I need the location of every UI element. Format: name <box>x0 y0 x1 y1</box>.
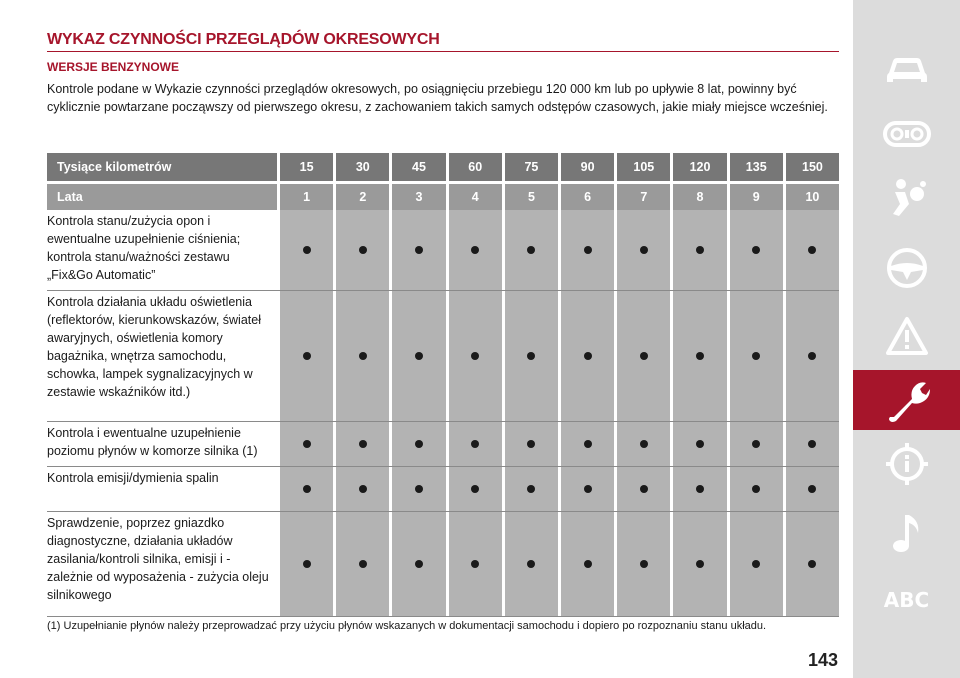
check-cell <box>617 422 670 466</box>
check-cell <box>617 512 670 616</box>
check-cell <box>673 291 726 421</box>
car-icon <box>883 53 931 87</box>
check-cell <box>786 291 839 421</box>
check-cell <box>730 512 783 616</box>
sidebar-item-car[interactable] <box>853 42 960 98</box>
check-dot <box>752 485 760 493</box>
sidebar-item-emergency[interactable] <box>853 308 960 364</box>
check-dot <box>640 440 648 448</box>
check-cell <box>505 291 558 421</box>
index-label: ABC <box>883 588 930 612</box>
check-cell <box>786 512 839 616</box>
check-cell <box>505 467 558 511</box>
check-dot <box>752 560 760 568</box>
check-cell <box>280 512 333 616</box>
check-cell <box>392 512 445 616</box>
header-year-cell: 3 <box>392 184 445 210</box>
check-dot <box>359 560 367 568</box>
check-cell <box>617 291 670 421</box>
check-dot <box>640 246 648 254</box>
check-dot <box>696 246 704 254</box>
check-dot <box>584 352 592 360</box>
check-cell <box>505 210 558 290</box>
header-year-cell: 2 <box>336 184 389 210</box>
header-km-cell: 60 <box>449 153 502 181</box>
table-row <box>47 210 839 291</box>
check-cell <box>336 467 389 511</box>
check-cell <box>617 210 670 290</box>
page-number: 143 <box>808 650 839 670</box>
check-dot <box>303 485 311 493</box>
check-dot <box>696 485 704 493</box>
table-row <box>47 467 839 512</box>
check-cell <box>617 467 670 511</box>
row-label: Kontrola emisji/dymienia spalin <box>47 471 219 485</box>
check-cell <box>505 512 558 616</box>
check-cell <box>336 512 389 616</box>
header-km-cell: 135 <box>730 153 783 181</box>
check-cell <box>561 210 614 290</box>
check-cell <box>392 210 445 290</box>
table-header-years <box>47 184 839 210</box>
table-row <box>47 512 839 617</box>
check-cell <box>280 210 333 290</box>
music-note-icon <box>890 511 924 555</box>
check-dot <box>471 440 479 448</box>
header-year-cell: 1 <box>280 184 333 210</box>
row-label: Kontrola działania układu oświetlenia (reflektorów, kierunkowskazów, świateł awaryjnych, oświetlenia komory bagażnika, wnętrza samochodu, schowka, lampek sygnalizacyjnych w zestawie wskaźników itd.) <box>47 295 261 399</box>
header-km-label: Tysiące kilometrów <box>47 153 277 181</box>
check-dot <box>752 246 760 254</box>
check-cell <box>449 291 502 421</box>
check-cell <box>673 422 726 466</box>
check-dot <box>527 560 535 568</box>
check-cell <box>673 467 726 511</box>
sidebar-item-multimedia[interactable] <box>853 505 960 561</box>
check-dot <box>303 246 311 254</box>
footnote: (1) Uzupełnianie płynów należy przeprowadzać przy użyciu płynów wskazanych w dokumentacji samochodu i dopiero po rozpoznaniu stanu układu. <box>47 620 767 632</box>
airbag-passenger-icon <box>885 176 929 220</box>
check-cell <box>392 291 445 421</box>
section-subtitle: WERSJE BENZYNOWE <box>47 60 180 74</box>
check-cell <box>561 422 614 466</box>
check-dot <box>415 440 423 448</box>
header-km-cell: 45 <box>392 153 445 181</box>
table-header-km <box>47 153 839 181</box>
check-cell <box>786 422 839 466</box>
sidebar-item-index[interactable] <box>853 572 960 628</box>
check-dot <box>584 440 592 448</box>
check-cell <box>392 422 445 466</box>
check-dot <box>471 246 479 254</box>
check-dot <box>640 485 648 493</box>
header-km-cell: 120 <box>673 153 726 181</box>
check-cell <box>280 467 333 511</box>
header-km-cell: 15 <box>280 153 333 181</box>
sidebar-item-technical-data[interactable] <box>853 436 960 492</box>
check-dot <box>527 246 535 254</box>
header-year-cell: 8 <box>673 184 726 210</box>
sidebar-item-safety[interactable] <box>853 170 960 226</box>
check-dot <box>808 485 816 493</box>
check-dot <box>808 560 816 568</box>
check-dot <box>808 440 816 448</box>
header-km-cell: 150 <box>786 153 839 181</box>
check-dot <box>303 352 311 360</box>
sidebar-item-maintenance[interactable] <box>853 370 960 430</box>
check-dot <box>415 485 423 493</box>
check-dot <box>640 560 648 568</box>
check-cell <box>336 291 389 421</box>
check-dot <box>752 352 760 360</box>
check-dot <box>584 485 592 493</box>
check-dot <box>359 485 367 493</box>
wrench-icon <box>884 377 930 423</box>
row-label: Kontrola i ewentualne uzupełnienie poziomu płynów w komorze silnika (1) <box>47 426 258 458</box>
check-dot <box>303 560 311 568</box>
maintenance-table <box>47 153 839 617</box>
check-dot <box>359 246 367 254</box>
dashboard-gauges-icon <box>882 119 932 149</box>
check-dot <box>808 352 816 360</box>
check-cell <box>673 512 726 616</box>
check-cell <box>449 467 502 511</box>
table-row <box>47 422 839 467</box>
check-dot <box>471 560 479 568</box>
check-cell <box>673 210 726 290</box>
check-cell <box>561 291 614 421</box>
check-dot <box>640 352 648 360</box>
header-year-cell: 10 <box>786 184 839 210</box>
check-dot <box>584 246 592 254</box>
header-year-cell: 9 <box>730 184 783 210</box>
check-cell <box>786 210 839 290</box>
check-dot <box>696 560 704 568</box>
row-label: Kontrola stanu/zużycia opon i ewentualne uzupełnienie ciśnienia; kontrola stanu/ważności zestawu „Fix&Go Automatic” <box>47 214 241 282</box>
check-cell <box>730 210 783 290</box>
check-dot <box>527 440 535 448</box>
check-dot <box>471 485 479 493</box>
check-dot <box>584 560 592 568</box>
intro-paragraph: Kontrole podane w Wykazie czynności przeglądów okresowych, po osiągnięciu przebiegu 120 000 km lub po upływie 8 lat, powinny być cyklicznie powtarzane począwszy od pierwszego okresu, z zachowaniem takich samych odstępów czasowych, jakie miały miejsce wcześniej. <box>47 82 828 114</box>
check-dot <box>752 440 760 448</box>
check-cell <box>392 467 445 511</box>
check-cell <box>561 467 614 511</box>
check-dot <box>808 246 816 254</box>
check-dot <box>359 440 367 448</box>
header-year-cell: 7 <box>617 184 670 210</box>
table-body <box>47 210 839 617</box>
warning-triangle-icon <box>885 316 929 356</box>
check-dot <box>303 440 311 448</box>
header-km-cell: 75 <box>505 153 558 181</box>
row-label: Sprawdzenie, poprzez gniazdko diagnostyczne, działania układów zasilania/kontroli silnika, emisji i - zależnie od wyposażenia - zużycia oleju silnikowego <box>47 516 269 602</box>
table-row <box>47 291 839 422</box>
sidebar-item-driving[interactable] <box>853 240 960 296</box>
check-cell <box>280 291 333 421</box>
check-dot <box>415 352 423 360</box>
header-km-cell: 105 <box>617 153 670 181</box>
check-cell <box>336 422 389 466</box>
page-title: WYKAZ CZYNNOŚCI PRZEGLĄDÓW OKRESOWYCH <box>47 31 839 52</box>
check-dot <box>527 485 535 493</box>
check-cell <box>561 512 614 616</box>
info-gear-icon <box>885 442 929 486</box>
check-cell <box>730 422 783 466</box>
check-dot <box>415 560 423 568</box>
header-year-cell: 4 <box>449 184 502 210</box>
header-km-cell: 90 <box>561 153 614 181</box>
header-km-cell: 30 <box>336 153 389 181</box>
check-cell <box>730 467 783 511</box>
steering-wheel-icon <box>885 246 929 290</box>
header-year-cell: 5 <box>505 184 558 210</box>
check-cell <box>449 210 502 290</box>
sidebar-item-dashboard[interactable] <box>853 106 960 162</box>
check-cell <box>280 422 333 466</box>
check-cell <box>336 210 389 290</box>
chapter-sidebar <box>853 0 960 678</box>
check-cell <box>730 291 783 421</box>
check-cell <box>449 422 502 466</box>
check-dot <box>696 440 704 448</box>
check-dot <box>471 352 479 360</box>
check-cell <box>449 512 502 616</box>
check-dot <box>527 352 535 360</box>
header-year-cell: 6 <box>561 184 614 210</box>
check-cell <box>505 422 558 466</box>
check-dot <box>415 246 423 254</box>
check-dot <box>696 352 704 360</box>
check-dot <box>359 352 367 360</box>
check-cell <box>786 467 839 511</box>
header-years-label: Lata <box>47 184 277 210</box>
